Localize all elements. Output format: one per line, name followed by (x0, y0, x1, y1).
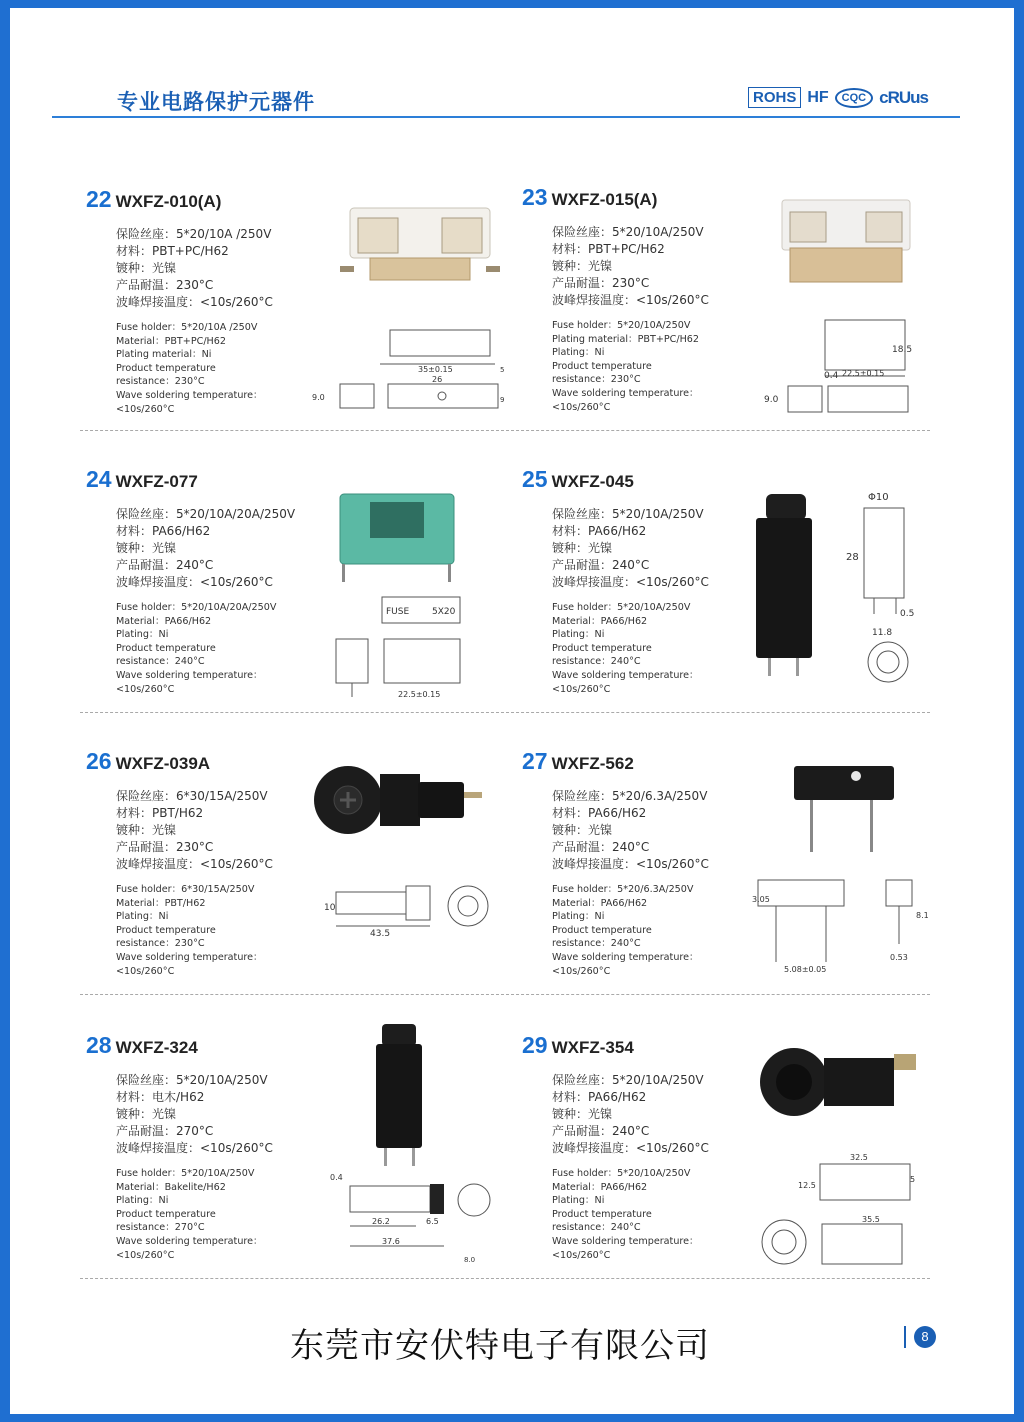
product-photo-22 (340, 188, 500, 288)
hf-logo: HF (807, 88, 829, 106)
product-model: WXFZ-045 (551, 472, 634, 491)
spec-cn: 保险丝座：5*20/10A /250V 材料：PBT+PC/H62 镀种：光镍 产品耐温：230°C 波峰焊接温度：<10s/260°C (116, 227, 273, 309)
section-divider (80, 430, 930, 431)
product-model: WXFZ-354 (551, 1038, 634, 1057)
spec-cn: 保险丝座：5*20/10A/250V 材料：PBT+PC/H62 镀种：光镍 产品耐温：230°C 波峰焊接温度：<10s/260°C (552, 225, 709, 307)
product-model: WXFZ-015(A) (551, 190, 658, 209)
spec-cn: 保险丝座：6*30/15A/250V 材料：PBT/H62 镀种：光镍 产品耐温：230°C 波峰焊接温度：<10s/260°C (116, 789, 273, 871)
product-number: 28 (86, 1032, 112, 1058)
rohs-logo: ROHS (748, 87, 801, 108)
drawing-28 (326, 1166, 496, 1266)
spec-en: Fuse holder：6*30/15A/250V Material：PBT/H62 Plating：Ni Product temperature resistance：230°C Wave soldering temperature： <10s/260°C (116, 884, 263, 977)
drawing-25 (840, 490, 930, 700)
svg-text:0.53: 0.53 (890, 953, 908, 962)
svg-text:35±0.15: 35±0.15 (418, 365, 453, 374)
spec-cn: 保险丝座：5*20/10A/250V 材料：PA66/H62 镀种：光镍 产品耐温：240°C 波峰焊接温度：<10s/260°C (552, 507, 709, 589)
spec-en: Fuse holder：5*20/10A/250V Material：PA66/H62 Plating：Ni Product temperature resistance：240°C Wave soldering temperature： <10s/260°C (552, 1168, 699, 1261)
spec-cn: 保险丝座：5*20/10A/250V 材料：电木/H62 镀种：光镍 产品耐温：270°C 波峰焊接温度：<10s/260°C (116, 1073, 273, 1155)
svg-text:8.1: 8.1 (916, 911, 929, 920)
drawing-26 (316, 880, 506, 940)
product-number: 29 (522, 1032, 548, 1058)
spec-cn: 保险丝座：5*20/10A/20A/250V 材料：PA66/H62 镀种：光镍 产品耐温：240°C 波峰焊接温度：<10s/260°C (116, 507, 296, 589)
svg-text:43.5: 43.5 (370, 929, 391, 939)
spec-en: Fuse holder：5*20/10A/250V Material：PA66/H62 Plating：Ni Product temperature resistance：240°C Wave soldering temperature： <10s/260°C (552, 602, 699, 695)
page-number: 8 (914, 1326, 936, 1348)
header-divider (52, 116, 960, 118)
svg-text:5: 5 (910, 1175, 916, 1184)
product-photo-29 (754, 1032, 934, 1132)
product-number: 23 (522, 184, 548, 210)
svg-text:8.0: 8.0 (464, 1256, 476, 1264)
svg-text:22.5±0.15: 22.5±0.15 (842, 369, 885, 378)
drawing-23 (750, 310, 940, 420)
cqc-logo: CQC (835, 88, 873, 108)
product-photo-25 (748, 490, 824, 680)
product-model: WXFZ-039A (115, 754, 211, 773)
product-photo-23 (776, 190, 916, 290)
product-model: WXFZ-324 (115, 1038, 198, 1057)
svg-text:5X20: 5X20 (432, 607, 456, 617)
product-number: 27 (522, 748, 548, 774)
product-model: WXFZ-010(A) (115, 192, 222, 211)
company-name: 东莞市安伏特电子有限公司 (290, 1326, 710, 1366)
svg-text:10: 10 (324, 903, 336, 913)
product-number: 26 (86, 748, 112, 774)
certification-logos (748, 87, 928, 108)
svg-text:9.0: 9.0 (312, 393, 325, 402)
svg-text:28: 28 (846, 552, 859, 563)
svg-text:0.4: 0.4 (824, 371, 839, 381)
svg-text:26.2: 26.2 (372, 1217, 390, 1226)
page-number-bar (904, 1326, 906, 1348)
section-divider (80, 1278, 930, 1279)
product-photo-26 (310, 756, 490, 846)
page-header-title: 专业电路保护元器件 (117, 90, 315, 114)
svg-text:35.5: 35.5 (862, 1215, 880, 1224)
svg-text:26: 26 (432, 375, 443, 384)
spec-cn: 保险丝座：5*20/10A/250V 材料：PA66/H62 镀种：光镍 产品耐温：240°C 波峰焊接温度：<10s/260°C (552, 1073, 709, 1155)
svg-text:37.6: 37.6 (382, 1237, 400, 1246)
spec-en: Fuse holder：5*20/10A /250V Material：PBT+PC/H62 Plating material：Ni Product temperature resistance：230°C Wave soldering temperature： <10s/260°C (116, 322, 263, 415)
product-photo-27 (790, 760, 900, 856)
svg-text:9.0: 9.0 (764, 395, 779, 405)
drawing-29 (750, 1150, 940, 1270)
svg-text:32.5: 32.5 (850, 1153, 868, 1162)
product-photo-24 (332, 486, 462, 586)
svg-text:12.5: 12.5 (798, 1181, 816, 1190)
svg-text:0.4: 0.4 (330, 1173, 343, 1182)
svg-text:11.8: 11.8 (872, 628, 893, 638)
drawing-27 (746, 868, 936, 980)
spec-en: Fuse holder：5*20/10A/250V Material：Bakelite/H62 Plating：Ni Product temperature resistance：270°C Wave soldering temperature： <10s/260°C (116, 1168, 263, 1261)
catalog-page (10, 8, 1014, 1414)
product-model: WXFZ-077 (115, 472, 198, 491)
section-divider (80, 712, 930, 713)
spec-cn: 保险丝座：5*20/6.3A/250V 材料：PA66/H62 镀种：光镍 产品耐温：240°C 波峰焊接温度：<10s/260°C (552, 789, 709, 871)
product-number: 25 (522, 466, 548, 492)
drawing-24 (332, 593, 462, 703)
svg-text:3.05: 3.05 (752, 895, 770, 904)
spec-en: Fuse holder：5*20/10A/250V Plating material：PBT+PC/H62 Plating：Ni Product temperature resistance：230°C Wave soldering temperature： <10s/260°C (552, 320, 700, 413)
svg-text:22.5±0.15: 22.5±0.15 (398, 690, 441, 699)
product-model: WXFZ-562 (551, 754, 634, 773)
drawing-22 (310, 326, 510, 416)
svg-text:6.5: 6.5 (426, 1217, 439, 1226)
product-number: 22 (86, 186, 112, 212)
product-number: 24 (86, 466, 112, 492)
ul-logo: cRUus (879, 87, 928, 107)
svg-text:0.5: 0.5 (900, 609, 915, 619)
svg-text:5: 5 (500, 366, 505, 374)
svg-text:18.5: 18.5 (892, 345, 913, 355)
spec-en: Fuse holder：5*20/6.3A/250V Material：PA66/H62 Plating：Ni Product temperature resistance：240°C Wave soldering temperature： <10s/260°C (552, 884, 699, 977)
section-divider (80, 994, 930, 995)
svg-text:Φ10: Φ10 (868, 492, 889, 503)
product-photo-28 (370, 1020, 430, 1170)
svg-text:9: 9 (500, 396, 505, 404)
spec-en: Fuse holder：5*20/10A/20A/250V Material：PA66/H62 Plating：Ni Product temperature resistance：240°C Wave soldering temperature： <10s/260°C (116, 602, 277, 695)
svg-text:FUSE: FUSE (386, 607, 410, 617)
svg-text:5.08±0.05: 5.08±0.05 (784, 965, 827, 974)
